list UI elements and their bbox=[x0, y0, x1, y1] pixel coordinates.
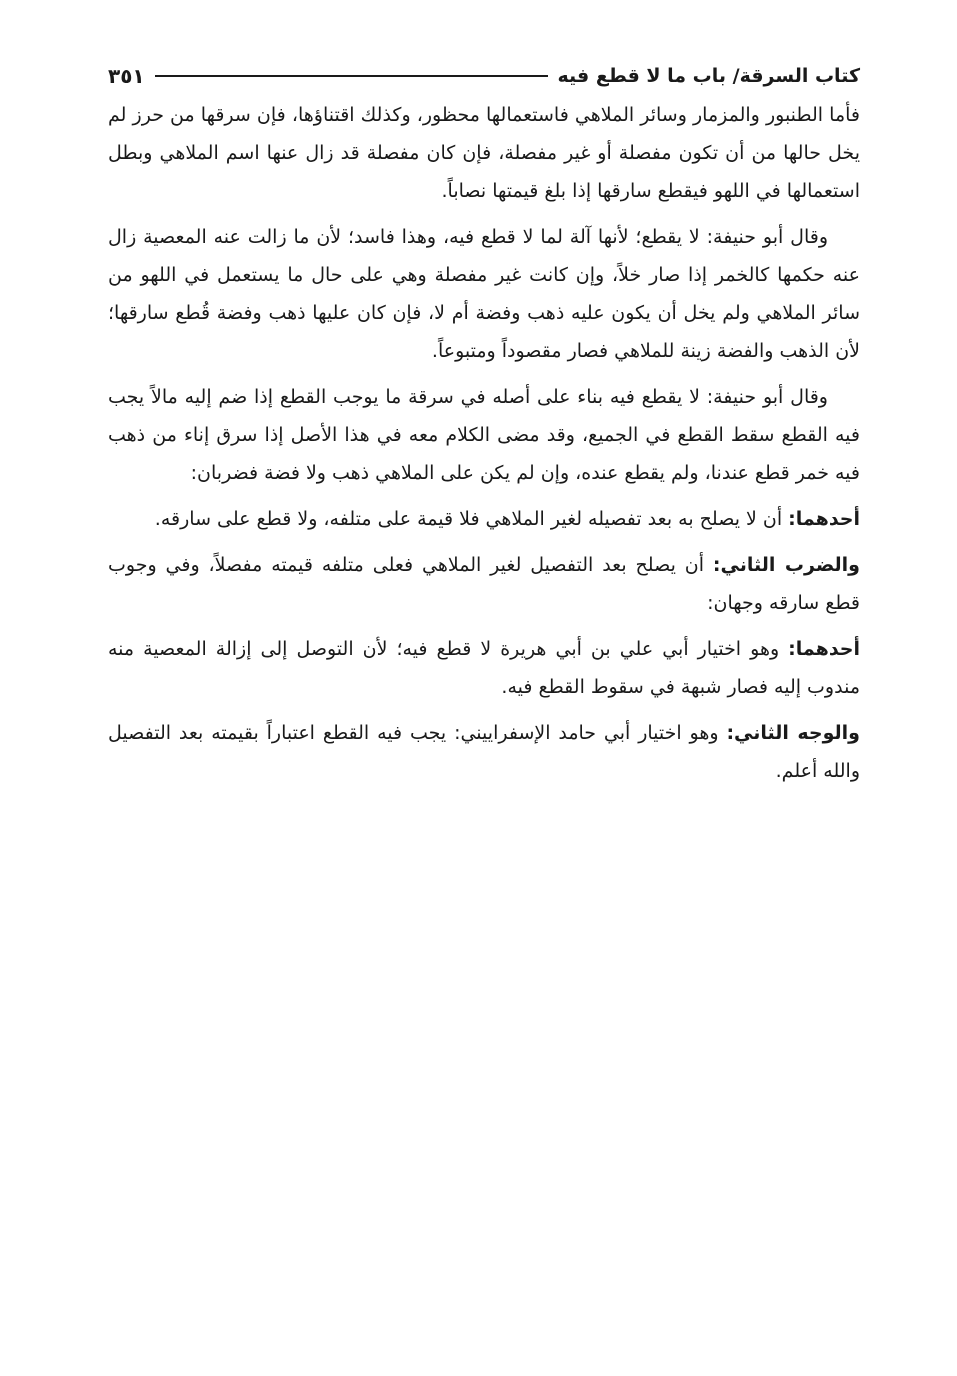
paragraph bbox=[108, 546, 860, 622]
paragraph-lead: أحدهما: bbox=[788, 508, 860, 530]
paragraph-text: وقال أبو حنيفة: لا يقطع؛ لأنها آلة لما لا قطع فيه، وهذا فاسد؛ لأن ما زالت عنه المعصية زال عنه حكمها كالخمر إذا صار خلاً، وإن كانت غير مفصلة وهي على حال ما يستعمل في اللهو من سائر الملاهي ولم يخل أن يكون عليه ذهب وفضة أم لا، فإن كان عليها ذهب وفضة قُطع سارقها؛ لأن الذهب والفضة زينة للملاهي فصار مقصوداً ومتبوعاً. bbox=[108, 226, 860, 362]
paragraph bbox=[108, 714, 860, 790]
paragraph-text: وهو اختيار أبي حامد الإسفراييني: يجب فيه القطع اعتباراً بقيمته بعد التفصيل والله أعلم. bbox=[108, 722, 860, 782]
paragraph-text: أن لا يصلح به بعد تفصيله لغير الملاهي فلا قيمة على متلفه، ولا قطع على سارقه. bbox=[154, 508, 789, 530]
paragraph-text: فأما الطنبور والمزمار وسائر الملاهي فاستعمالها محظور، وكذلك اقتناؤها، فإن سرقها من حرز لم يخل حالها من أن تكون مفصلة أو غير مفصلة، فإن كان مفصلة قد زال عنها اسم الملاهي وبطل استعمالها في اللهو فيقطع سارقها إذا بلغ قيمتها نصاباً. bbox=[108, 104, 860, 202]
paragraph bbox=[108, 378, 860, 492]
header-rule bbox=[155, 75, 548, 77]
document-page bbox=[108, 58, 860, 798]
paragraph-lead: والضرب الثاني: bbox=[712, 554, 860, 576]
paragraph bbox=[108, 96, 860, 210]
paragraph-text: وقال أبو حنيفة: لا يقطع فيه بناء على أصله في سرقة ما يوجب القطع إذا ضم إليه مالاً يجب فيه القطع سقط القطع في الجميع، وقد مضى الكلام معه في هذا الأصل إذا سرق إناء من ذهب فيه خمر قطع عندنا، ولم يقطع عنده، وإن لم يكن على الملاهي ذهب ولا فضة فضربان: bbox=[108, 386, 860, 484]
header-title: كتاب السرقة/ باب ما لا قطع فيه bbox=[557, 65, 860, 87]
page-number: ٣٥١ bbox=[108, 64, 145, 88]
paragraph bbox=[108, 630, 860, 706]
paragraph bbox=[108, 500, 860, 538]
paragraph bbox=[108, 218, 860, 370]
paragraph-text: وهو اختيار أبي علي بن أبي هريرة لا قطع فيه؛ لأن التوصل إلى إزالة المعصية منه مندوب إليه فصار شبهة في سقوط القطع فيه. bbox=[108, 638, 860, 698]
running-header bbox=[108, 58, 860, 94]
paragraph-text: أن يصلح بعد التفصيل لغير الملاهي فعلى متلفه قيمته مفصلاً، وفي وجوب قطع سارقه وجهان: bbox=[108, 554, 860, 614]
paragraph-lead: والوجه الثاني: bbox=[726, 722, 860, 744]
paragraph-lead: أحدهما: bbox=[788, 638, 860, 660]
